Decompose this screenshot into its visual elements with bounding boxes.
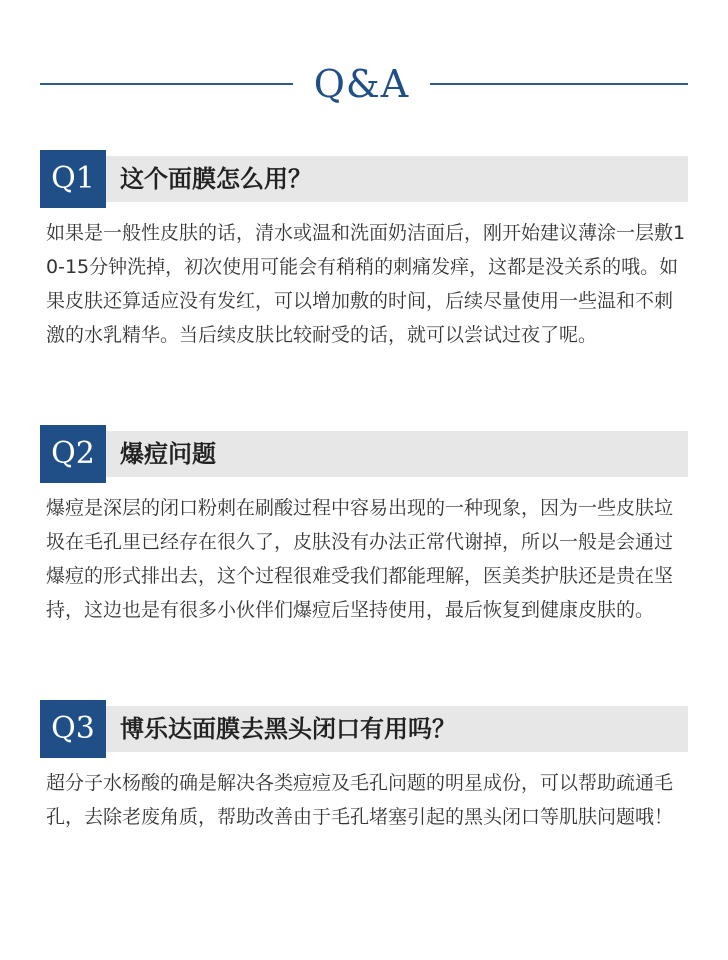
answer-text: 爆痘是深层的闭口粉刺在刷酸过程中容易出现的一种现象，因为一些皮肤垃圾在毛孔里已经存在很久了，皮肤没有办法正常代谢掉，所以一般是会通过爆痘的形式排出去，这个过程很难受我们都能理解，医美类护肤还是贵在坚持，这边也是有很多小伙伴们爆痘后坚持使用，最后恢复到健康皮肤的。	[46, 497, 674, 621]
question-title: 这个面膜怎么用？	[120, 165, 312, 193]
qa-item-2	[40, 425, 688, 627]
question-title: 博乐达面膜去黑头闭口有用吗？	[120, 715, 456, 743]
qa-header	[0, 56, 728, 116]
question-number-badge: Q1	[40, 150, 106, 208]
answer-text: 如果是一般性皮肤的话，清水或温和洗面奶洁面后，刚开始建议薄涂一层敷10-15分钟洗掉，初次使用可能会有稍稍的刺痛发痒，这都是没关系的哦。如果皮肤还算适应没有发红，可以增加敷的时间，后续尽量使用一些温和不刺激的水乳精华。当后续皮肤比较耐受的话，就可以尝试过夜了呢。	[46, 222, 686, 346]
question-number-badge: Q2	[40, 425, 106, 483]
question-bar	[40, 425, 688, 483]
question-number-badge: Q3	[40, 700, 106, 758]
page-title: Q&A	[313, 62, 410, 106]
question-title: 爆痘问题	[120, 440, 216, 468]
qa-item-3	[40, 700, 688, 834]
answer-text: 超分子水杨酸的确是解决各类痘痘及毛孔问题的明星成份，可以帮助疏通毛孔，去除老废角质，帮助改善由于毛孔堵塞引起的黑头闭口等肌肤问题哦！	[46, 772, 674, 828]
header-divider-right	[430, 83, 688, 85]
question-bar	[40, 700, 688, 758]
question-bar	[40, 150, 688, 208]
header-divider-left	[40, 83, 293, 85]
qa-item-1	[40, 150, 688, 352]
